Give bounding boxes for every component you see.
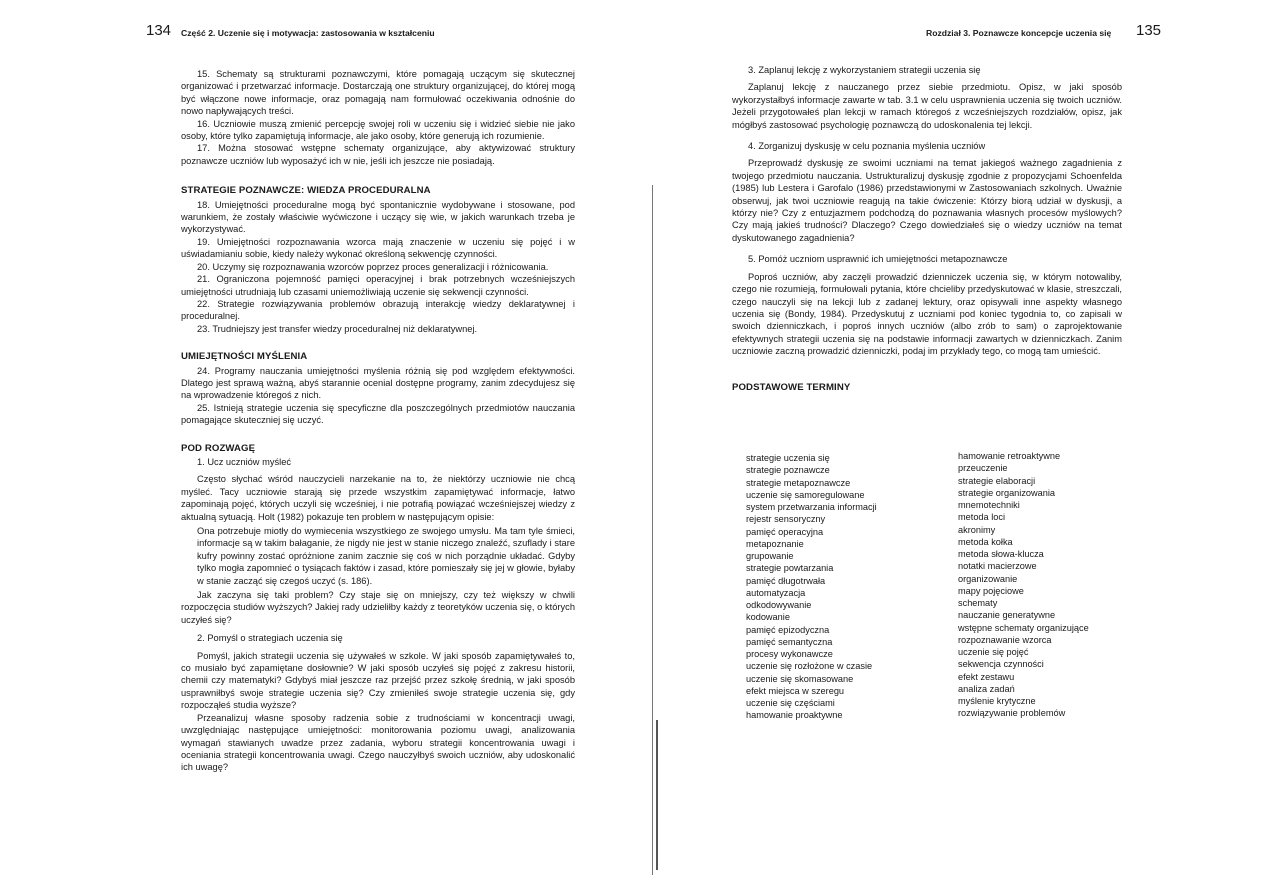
term: strategie poznawcze <box>746 465 830 476</box>
paragraph: 25. Istnieją strategie uczenia się specyficzne dla poszczególnych przedmiotów nauczania pomagające skuteczniej się uczyć. <box>181 402 575 426</box>
paragraph: Poproś uczniów, aby zaczęli prowadzić dzienniczek uczenia się, w którym notowaliby, czego nie rozumieją, formułowali pytania, które chcieliby przedyskutować w klasie, streszczali, czego nauczyli się na lekcji lub z zadanej lektury, oraz opisywali inne aspekty własnego uczenia się (Bondy, 1984). Przedyskutuj z uczniami pod koniec tygodnia to, co zapisali w swoich dzienniczkach, i poproś innych uczniów (albo zrób to sam) o zaprojektowanie efektywnych strategii uczenia się na podstawie informacji zawartych w dzienniczkach. Zanim uczniowie zaczną prowadzić dzienniczki, podaj im przykłady tego, co mogą tam umieścić. <box>732 271 1122 357</box>
paragraph: Zaplanuj lekcję z nauczanego przez siebie przedmiotu. Opisz, w jaki sposób wykorzystałbyś informacje zawarte w tab. 3.1 w celu usprawnienia uczenia się twoich uczniów. Jeżeli przygotowałeś plan lekcji w ramach któregoś z wcześniejszych rozdziałów, opisz, jak mógłbyś zastosować psychologię poznawczą do udoskonalenia tej lekcji. <box>732 82 1122 130</box>
paragraph: 22. Strategie rozwiązywania problemów obrazują interakcję wiedzy deklaratywnej i proceduralnej. <box>181 298 575 322</box>
term: grupowanie <box>746 551 794 561</box>
paragraph: 16. Uczniowie muszą zmienić percepcję swojej roli w uczeniu się i widzieć siebie nie jako osoby, które tylko zapamiętują informacje, ale jako osoby, które generują ich rozumienie. <box>181 118 575 142</box>
term: metoda loci <box>958 512 1005 523</box>
term: odkodowywanie <box>746 600 812 610</box>
term: pamięć długotrwała <box>746 575 826 586</box>
term: procesy wykonawcze <box>746 649 833 659</box>
term: strategie uczenia się <box>746 453 830 463</box>
term: efekt zestawu <box>958 671 1015 682</box>
terms-column-2 <box>958 450 1089 720</box>
item-title: 4. Zorganizuj dyskusję w celu poznania myślenia uczniów <box>748 141 986 152</box>
term: myślenie krytyczne <box>958 696 1036 706</box>
term: nauczanie generatywne <box>958 610 1056 621</box>
paragraph: 24. Programy nauczania umiejętności myślenia różnią się pod względem efektywności. Dlatego jest sprawą ważną, abyś starannie ocenial dostępne programy, zanim zdecydujesz się na wprowadzenie któregoś z nich. <box>181 365 575 401</box>
term: rozwiązywanie problemów <box>958 708 1066 719</box>
term: analiza zadań <box>958 683 1015 694</box>
term: rejestr sensoryczny <box>746 514 826 525</box>
paragraph: 21. Ograniczona pojemność pamięci operacyjnej i brak potrzebnych wcześniejszych umiejętności utrudniają lub czasami uniemożliwiają uczenie się sekwencji czynności. <box>181 274 575 297</box>
right-page-number: 135 <box>1136 22 1162 39</box>
paragraph: 15. Schematy są strukturami poznawczymi, które pomagają uczącym się skutecznej organizować i przetwarzać informacje. Dostarczają one struktury organizującej, do której mogą być włączone nowe informacje, oraz pomagają nam formułować oczekiwania odnośnie do nowo napływających treści. <box>181 69 575 117</box>
right-page <box>640 0 1262 894</box>
term: automatyzacja <box>746 587 806 598</box>
paragraph: Przeprowadź dyskusję ze swoimi uczniami na temat jakiegoś ważnego zagadnienia z twojego przedmiotu nauczania. Ustrukturalizuj dyskusję zgodnie z propozycjami Schoenfelda (1985) lub Lestera i Garofalo (1986) przedstawionymi w Zastosowaniach szkolnych. Uważnie obserwuj, jak twoi uczniowie reagują na takie ćwiczenie: Którzy biorą udział w dyskusji, a którzy nie? Czy z entuzjazmem podchodzą do poznawania własnych procesów myślowych? Czy mają jakieś trudności? Dlaczego? Czego dowiedziałeś się o wiedzy uczniów na temat dyskutowanego zagadnienia? <box>732 158 1122 243</box>
paragraph: 20. Uczymy się rozpoznawania wzorców poprzez proces generalizacji i różnicowania. <box>197 261 549 272</box>
paragraph: 19. Umiejętności rozpoznawania wzorca mają znaczenie w uczeniu się pojęć i w uświadamianiu sobie, kiedy należy wykonać określoną sekwencję czynności. <box>181 236 575 260</box>
term: uczenie się skomasowane <box>746 673 854 684</box>
term: akronimy <box>958 524 996 535</box>
term: pamięć semantyczna <box>746 636 833 647</box>
term: metoda słowa-klucza <box>958 549 1044 559</box>
right-column <box>732 64 1122 395</box>
term: rozpoznawanie wzorca <box>958 634 1052 645</box>
item-title: 2. Pomyśl o strategiach uczenia się <box>197 633 343 644</box>
paragraph: 18. Umiejętności proceduralne mogą być spontanicznie wydobywane i stosowane, pod warunkiem, że zostały właściwie wyćwiczone i uczący się wie, w jakich warunkach trzeba je wykorzystywać. <box>181 199 575 235</box>
term: hamowanie retroaktywne <box>958 451 1061 461</box>
item-title: 5. Pomóż uczniom usprawnić ich umiejętności metapoznawcze <box>748 254 1008 265</box>
term: organizowanie <box>958 573 1018 584</box>
term: metoda kołka <box>958 536 1013 547</box>
section-heading: POD ROZWAGĘ <box>181 442 256 454</box>
term: pamięć epizodyczna <box>746 624 830 635</box>
term: przeuczenie <box>958 463 1008 474</box>
term: kodowanie <box>746 612 790 623</box>
term: strategie metapoznawcze <box>746 477 851 488</box>
term: wstępne schematy organizujące <box>958 622 1089 633</box>
paragraph: Przeanalizuj własne sposoby radzenia sobie z trudnościami w koncentracji uwagi, uwzględniając następujące umiejętności: monitorowania poziomu uwagi, analizowania wymagań stawianych uwadze przez zadania, wyboru strategii koncentrowania uwagi i oceniania strategii koncentrowania uwagi. Czego nauczyłbyś swoich uczniów, aby udoskonalić ich uwagę? <box>181 712 575 773</box>
term: metapoznanie <box>746 538 804 549</box>
term: uczenie się samoregulowane <box>746 489 865 500</box>
section-heading: UMIEJĘTNOŚCI MYŚLENIA <box>181 351 308 363</box>
section-heading: STRATEGIE POZNAWCZE: WIEDZA PROCEDURALNA <box>181 185 431 197</box>
right-running-header: Rozdział 3. Poznawcze koncepcje uczenia się <box>926 28 1112 38</box>
term: uczenie się częściami <box>746 698 835 708</box>
term: strategie organizowania <box>958 487 1056 498</box>
term: strategie elaboracji <box>958 475 1036 486</box>
term: efekt miejsca w szeregu <box>746 685 845 696</box>
term: notatki macierzowe <box>958 561 1037 572</box>
term: mnemotechniki <box>958 500 1020 510</box>
left-running-header: Część 2. Uczenie się i motywacja: zastosowania w kształceniu <box>181 28 435 38</box>
block-quote: Ona potrzebuje miotły do wymiecenia wszystkiego ze swojego umysłu. Ma tam tyle śmieci, informacje są w takim bałaganie, że nigdy nie jest w stanie niczego znaleźć, szuflady i stare kufry powinny zostać opróżnione zanim zacznie się coś w nich porządnie układać. Gdyby tylko mogła zapomnieć o tysiącach faktów i zasad, które pomieszały się jej w głowie, byłaby w stanie zacząć się czegoś uczyć (s. 186). <box>197 526 575 586</box>
item-title: 3. Zaplanuj lekcję z wykorzystaniem strategii uczenia się <box>748 65 981 75</box>
paragraph: Pomyśl, jakich strategii uczenia się używałeś w szkole. W jaki sposób zapamiętywałeś to, co musiało być zapamiętane dosłownie? W jaki sposób uczyłeś się pojęć z zakresu historii, chemii czy matematyki? Gdybyś miał jeszcze raz przejść przez szkołę średnią, w jaki sposób usprawniłbyś swoje strategie uczenia się? Czy zmieniłeś swoje strategie uczenia się, gdy rozpocząłeś studia wyższe? <box>181 650 575 711</box>
term: sekwencja czynności <box>958 659 1044 670</box>
paragraph: Często słychać wśród nauczycieli narzekanie na to, że niektórzy uczniowie nie chcą myśleć. Tacy uczniowie starają się przede wszystkim zapamiętywać informacje, łatwo zapominają pojęć, których uczyli się wcześniej, i nie potrafią powiązać wcześniejszej wiedzy z aktualną sytuacją. Holt (1982) pokazuje ten problem w następującym opisie: <box>181 474 575 522</box>
term: strategie powtarzania <box>746 563 834 574</box>
term: hamowanie proaktywne <box>746 710 843 721</box>
terms-column-1 <box>746 452 877 722</box>
term: schematy <box>958 598 998 608</box>
paragraph: Jak zaczyna się taki problem? Czy staje się on mniejszy, czy też większy w chwili rozpoczęcia studiów wyższych? Jakiej rady udzieliłby każdy z teoretyków uczenia się, o których uczyłeś się? <box>181 590 575 625</box>
section-heading: PODSTAWOWE TERMINY <box>732 381 851 393</box>
paragraph: 23. Trudniejszy jest transfer wiedzy proceduralnej niż deklaratywnej. <box>197 323 478 334</box>
term: system przetwarzania informacji <box>746 502 877 512</box>
term: uczenie się rozłożone w czasie <box>746 661 873 672</box>
term: mapy pojęciowe <box>958 585 1024 596</box>
term: pamięć operacyjna <box>746 526 824 537</box>
item-title: 1. Ucz uczniów myśleć <box>197 456 292 467</box>
left-column <box>181 68 575 774</box>
term: uczenie się pojęć <box>958 647 1029 657</box>
left-page-number: 134 <box>146 22 172 39</box>
paragraph: 17. Można stosować wstępne schematy organizujące, aby aktywizować struktury poznawcze uczniów lub wyposażyć ich w nie, jeśli ich jeszcze nie posiadają. <box>181 143 575 166</box>
